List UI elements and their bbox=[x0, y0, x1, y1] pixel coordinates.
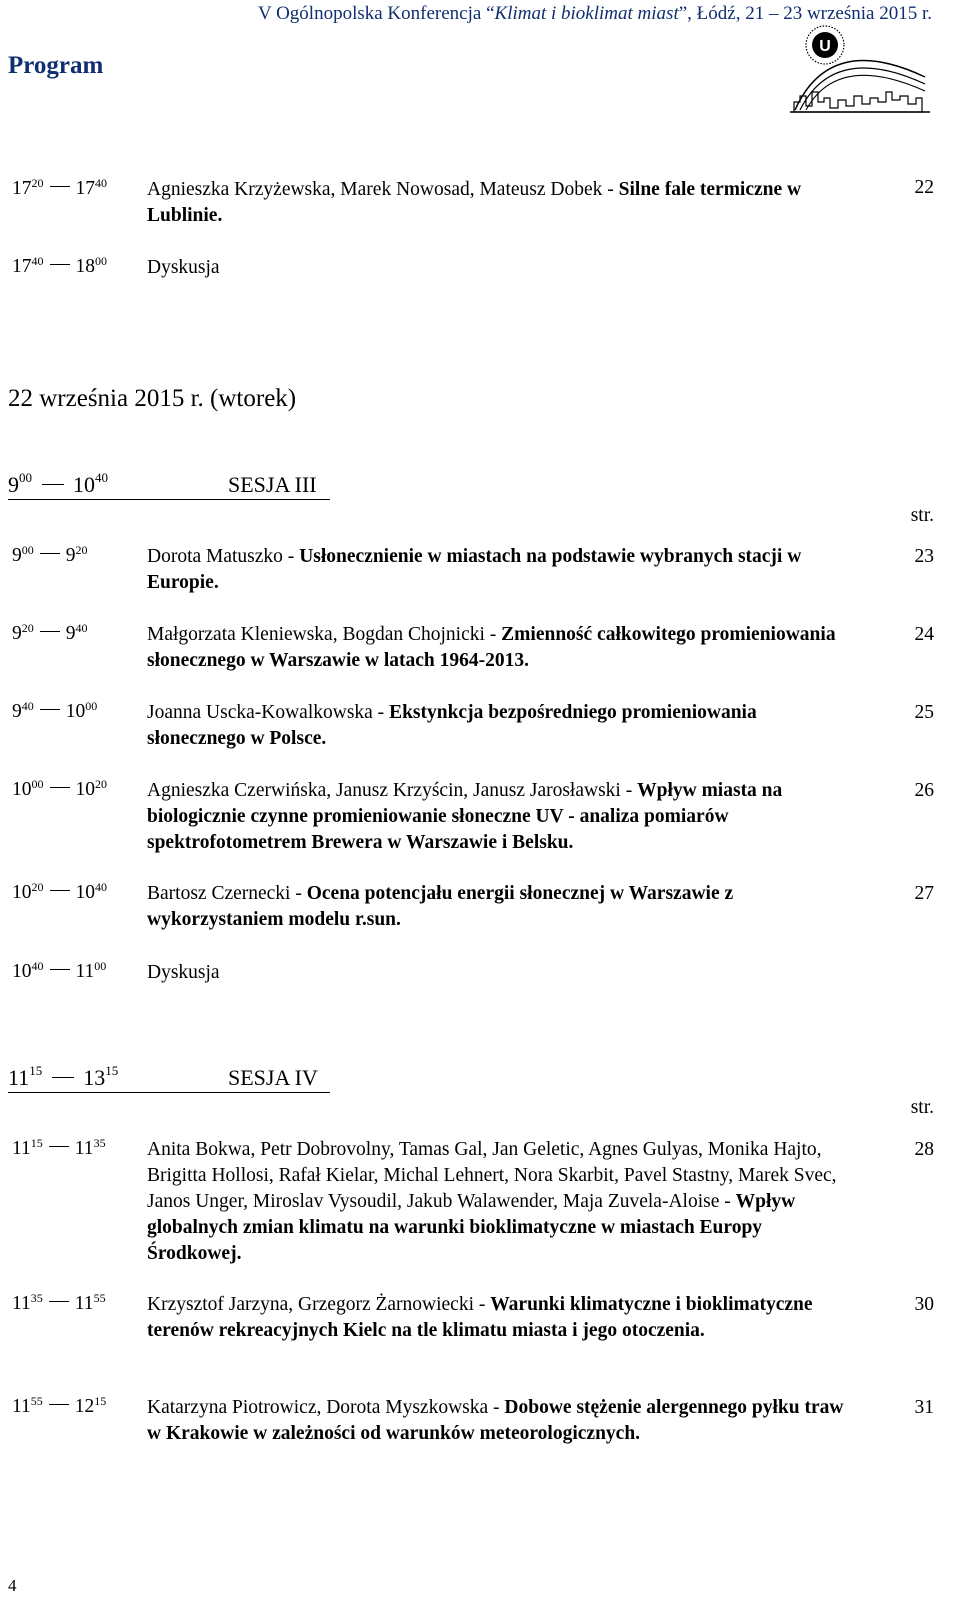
page-column-label: str. bbox=[910, 1097, 934, 1118]
time-slot: $9^{20}$ $9^{40}$ bbox=[12, 621, 88, 644]
session-title: SESJA III bbox=[228, 472, 317, 497]
talk-entry: Bartosz Czernecki - Ocena potencjału energii słonecznej w Warszawie z wykorzystaniem modelu r.sun. bbox=[147, 883, 734, 930]
time-slot: $17^{40}$ $18^{00}$ bbox=[12, 254, 107, 277]
talk-entry: Agnieszka Krzyżewska, Marek Nowosad, Mateusz Dobek - Silne fale termiczne w Lublinie. bbox=[147, 179, 802, 226]
time-slot: $11^{15}$ $11^{35}$ bbox=[12, 1136, 106, 1159]
time-slot: $9^{00}$ $9^{20}$ bbox=[12, 543, 88, 566]
page-title: Program bbox=[8, 52, 104, 79]
talk-entry: Małgorzata Kleniewska, Bogdan Chojnicki - Zmienność całkowitego promieniowania słonecznego w Warszawie w latach 1964-2013. bbox=[147, 624, 836, 671]
talk-entry: Dorota Matuszko - Usłonecznienie w miastach na podstawie wybranych stacji w Europie. bbox=[147, 546, 802, 593]
svg-text:U: U bbox=[819, 38, 831, 55]
page-ref: 26 bbox=[914, 780, 934, 801]
page-ref: 24 bbox=[914, 624, 934, 645]
page-number: 4 bbox=[8, 1576, 17, 1595]
session-heading: $9^{00}$ $10^{40}$ SESJA III bbox=[8, 472, 108, 498]
page-ref: 28 bbox=[914, 1139, 934, 1160]
time-slot: $10^{00}$ $10^{20}$ bbox=[12, 777, 107, 800]
time-slot: $10^{20}$ $10^{40}$ bbox=[12, 880, 107, 903]
time-slot: $17^{20}$ $17^{40}$ bbox=[12, 176, 107, 199]
session-heading: $11^{15}$ $13^{15}$ SESJA IV bbox=[8, 1065, 118, 1091]
time-slot: $9^{40}$ $10^{00}$ bbox=[12, 699, 98, 722]
talk-entry: Katarzyna Piotrowicz, Dorota Myszkowska - Dobowe stężenie alergennego pyłku traw w Krakowie w zależności od warunków meteorologicznych. bbox=[147, 1397, 844, 1444]
talk-entry: Agnieszka Czerwińska, Janusz Krzyścin, Janusz Jarosławski - Wpływ miasta na biologicznie czynne promieniowanie słoneczne UV - analiza pomiarów spektrofotometrem Brewera w Warszawie i Belsku. bbox=[147, 780, 783, 853]
page-ref: 23 bbox=[914, 546, 934, 567]
page-ref: 30 bbox=[914, 1294, 934, 1315]
time-slot: $11^{35}$ $11^{55}$ bbox=[12, 1291, 106, 1314]
discussion-entry: Dyskusja bbox=[147, 257, 220, 278]
talk-entry: Krzysztof Jarzyna, Grzegorz Żarnowiecki - Warunki klimatyczne i bioklimatyczne terenów rekreacyjnych Kielc na tle klimatu miasta i jego otoczenia. bbox=[147, 1294, 813, 1341]
conference-header: V Ogólnopolska Konferencja “Klimat i bioklimat miast”, Łódź, 21 – 23 września 2015 r. bbox=[257, 3, 932, 24]
page-ref: 22 bbox=[914, 177, 934, 198]
page-column-label: str. bbox=[910, 505, 934, 526]
page-ref: 31 bbox=[914, 1397, 934, 1418]
page-ref: 25 bbox=[914, 702, 934, 723]
university-logo bbox=[790, 22, 930, 114]
time-slot: $10^{40}$ $11^{00}$ bbox=[12, 959, 107, 982]
session-title: SESJA IV bbox=[228, 1065, 318, 1090]
date-heading: 22 września 2015 r. (wtorek) bbox=[8, 385, 297, 412]
page-ref: 27 bbox=[914, 883, 934, 904]
time-slot: $11^{55}$ $12^{15}$ bbox=[12, 1394, 107, 1417]
talk-entry: Anita Bokwa, Petr Dobrovolny, Tamas Gal, Jan Geletic, Agnes Gulyas, Monika Hajto, Brigitta Hollosi, Rafał Kielar, Michal Lehnert, Nora Skarbit, Pavel Stastny, Marek Svec, Janos Unger, Miroslav Vysoudil, Jakub Walawender, Maja Zuvela-Aloise - Wpływ globalnych zmian klimatu na warunki bioklimatyczne w miastach Europy Środkowej. bbox=[147, 1139, 837, 1264]
discussion-entry: Dyskusja bbox=[147, 962, 220, 983]
talk-entry: Joanna Uscka-Kowalkowska - Ekstynkcja bezpośredniego promieniowania słonecznego w Polsce. bbox=[147, 702, 757, 749]
